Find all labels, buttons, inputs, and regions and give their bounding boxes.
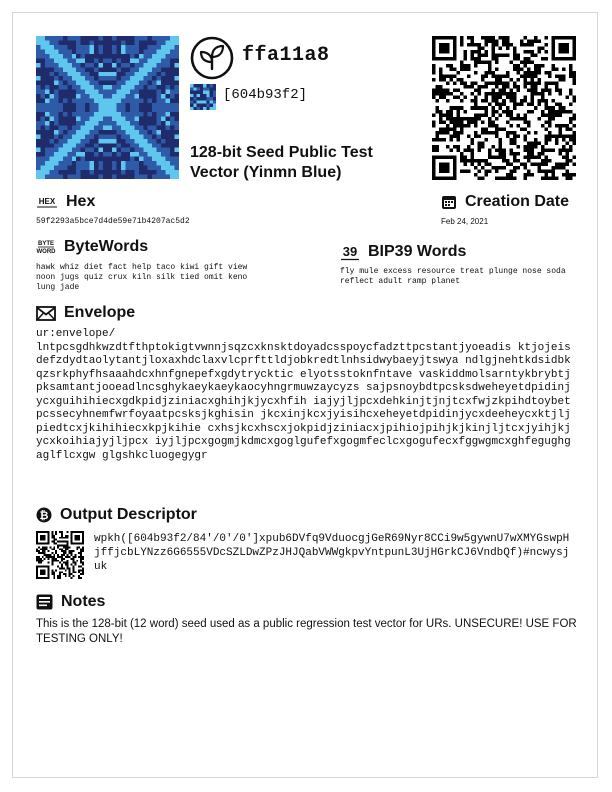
creation-date-heading [441, 193, 569, 211]
seed-fingerprint: ffa11a8 [242, 44, 330, 67]
document-title: 128-bit Seed Public Test Vector (Yinmn Blue) [190, 144, 373, 181]
output-descriptor-value: wpkh([604b93f2/84'/0'/0']xpub6DVfq9VduocgjGeR69Nyr8CCi9w5gywnU7wXMYGswpHjffjcbLYNzz6G6555VDcSZLDwZPzJHJQabVWWgkpvYntpunL3UjHGrkCJ6VndbQf)#ncwysjuk [94, 533, 570, 573]
creation-date-value: Feb 24, 2021 [441, 217, 489, 226]
output-descriptor-heading: Output Descriptor [60, 506, 197, 523]
envelope-section-heading [36, 304, 135, 322]
bip39-section-heading [340, 243, 466, 261]
bip39-value: fly mule excess resource treat plunge nose soda reflect adult ramp planet [340, 267, 566, 286]
svg-text:39: 39 [342, 244, 358, 259]
master-key-lifehash-icon [190, 84, 216, 110]
output-descriptor-qr-code [36, 531, 84, 579]
hex-heading: Hex [66, 193, 96, 210]
seed-leaf-icon [190, 36, 234, 80]
hex-section-heading [36, 193, 95, 211]
master-fingerprint: [604b93f2] [223, 87, 308, 103]
bytewords-heading: ByteWords [64, 238, 149, 255]
envelope-value: ur:envelope/ lntpcsgdhkwzdtfthptokigtvwnnjsqzcxknsktdoyadcsspoycfadzttpcstantjyoeadis ktjojeisdefzdydtaolytantjloxaxhdclaxvlcprfttldjobkredtlnhsidwybaeyjtswya ndlgjnehtkdsidbkqzsrkphyfhsaaahdcxhnfgnepefxgdytrycktic elyotsstoknfntave vaskiddmolsarntykbrybtjpksamtantjooeadlncsghykaeykaeykaocyhngrmuwzaycyzs sajpsnoybdtpcsksdweheyetdpidinjycxguihihiecxgdkpidjziniacxghihjkjycxhfih iajyjljpcxdehkinjtjnjtcxfwjzkpihdtoybetpcssecyhnemfwrfoyaatpcsksjkghisin jkcxinjkcxjyisihcxeheyetdpidinjycxdeeheycxktjljpiedtcxjkihihiecxkpjkihie cxhsjkcxhscxjokpidjziniacxjpihiojpihjkjkinjljtcxjyihjkjycxkoihiajyjljpcx iyjljpcxgogmjkdmcxgoglgufefxgogmfeclcxgogufecxfggwgmcxghfegughgaglflcxgw glgshkcluogegygr [36, 328, 571, 462]
svg-text:₿: ₿ [39, 510, 49, 522]
svg-text:HEX: HEX [38, 197, 56, 206]
svg-text:WORD: WORD [36, 249, 56, 255]
seed-qr-code [432, 36, 576, 180]
byteword-icon [36, 239, 56, 255]
notes-icon [36, 594, 53, 610]
output-descriptor-section-heading [36, 506, 197, 524]
envelope-heading: Envelope [64, 304, 136, 321]
bip39-icon [340, 243, 360, 261]
creation-date-label: Creation Date [465, 193, 570, 210]
bytewords-section-heading [36, 238, 148, 256]
hex-value: 59f2293a5bce7d4de59e71b4207ac5d2 [36, 217, 190, 226]
envelope-icon [36, 306, 56, 321]
lifehash-image [36, 36, 179, 179]
bytewords-value: hawk whiz diet fact help taco kiwi gift view noon jugs quiz crux kiln silk tied omit keno lung jade [36, 263, 248, 292]
notes-value: This is the 128-bit (12 word) seed used as a public regression test vector for URs. UNSECURE! USE FOR TESTING ONLY! [36, 618, 577, 645]
svg-text:BYTE: BYTE [37, 241, 55, 247]
bitcoin-icon [36, 507, 52, 523]
bip39-heading: BIP39 Words [368, 243, 467, 260]
calendar-icon [441, 194, 457, 210]
notes-heading: Notes [61, 593, 106, 610]
notes-section-heading [36, 593, 105, 611]
hex-icon [36, 195, 58, 209]
